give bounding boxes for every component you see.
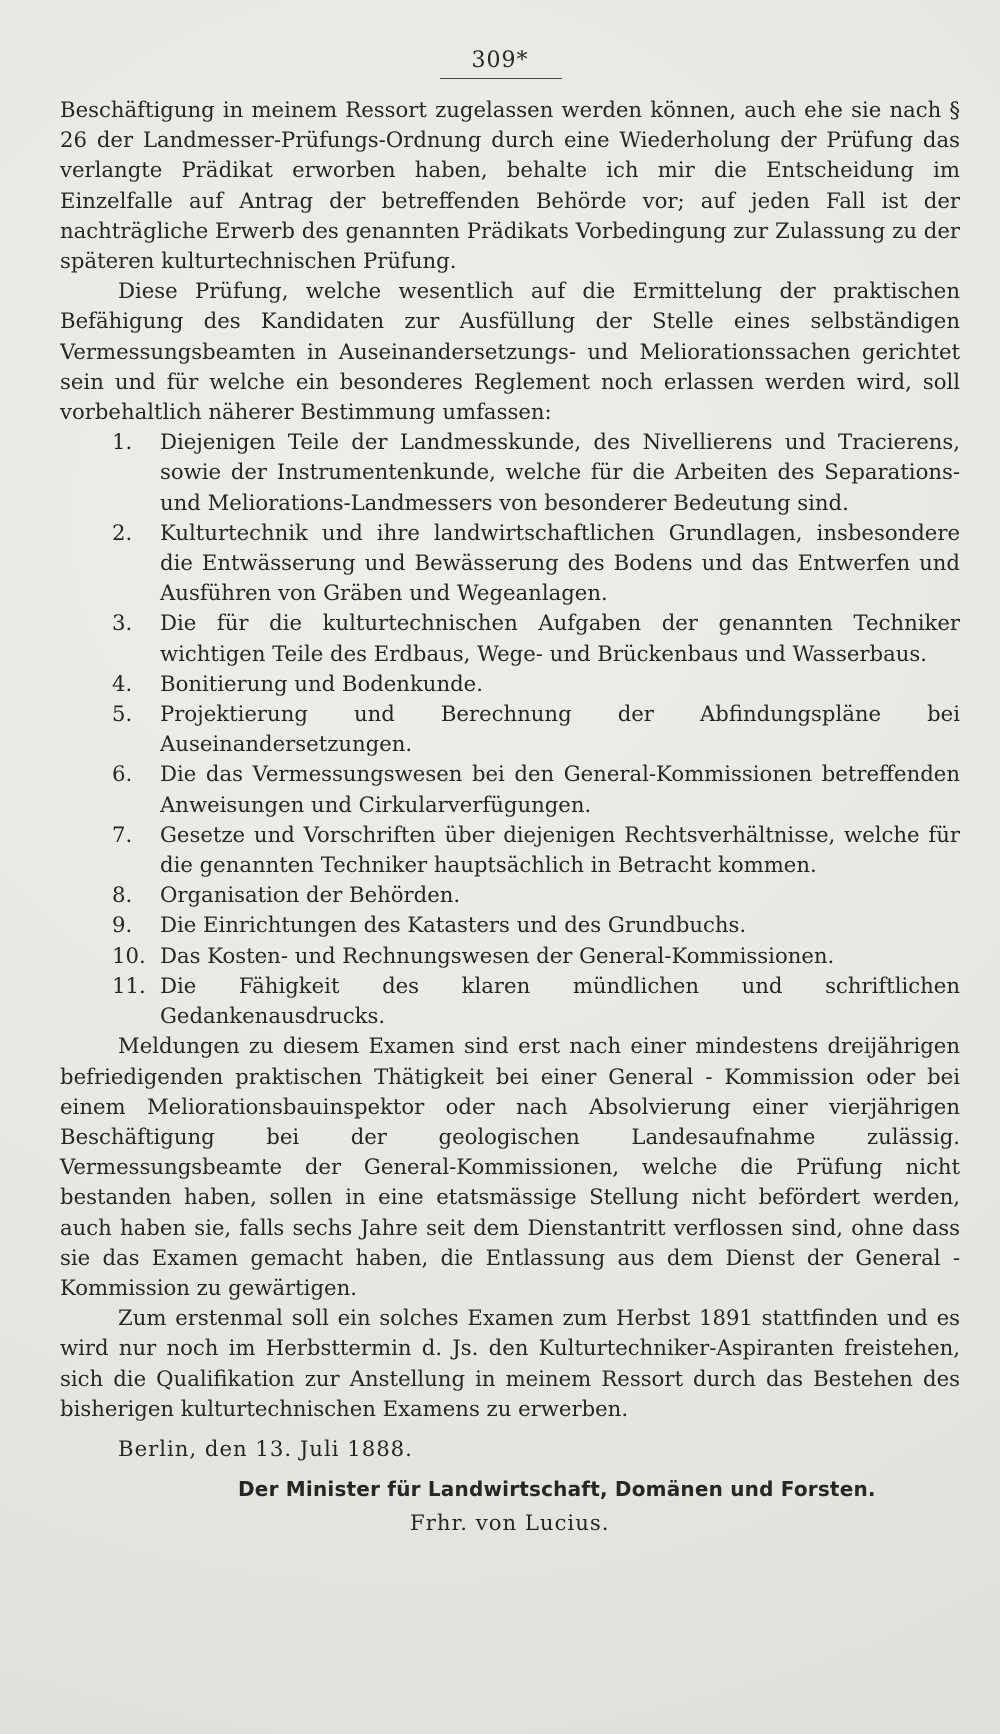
date-line: Berlin, den 13. Juli 1888.: [118, 1435, 413, 1461]
list-text: Gesetze und Vorschriften über diejenigen Rechtsverhältnisse, welche für die genannten Techniker hauptsächlich in Betracht kommen.: [160, 821, 960, 878]
paragraph-3: Meldungen zu diesem Examen sind erst nach einer mindestens dreijährigen befriedigenden praktischen Thätigkeit bei einer General - Kommission oder bei einem Meliorationsbauinspektor oder nach Absolvierung einer vierjährigen Beschäftigung bei der geologischen Landesaufnahme zulässig. Vermessungsbeamte der General-Kommissionen, welche die Prüfung nicht bestanden haben, sollen in eine etatsmässige Stellung nicht befördert werden, auch haben sie, falls sechs Jahre seit dem Dienstantritt verflossen sind, ohne dass sie das Examen gemacht haben, die Entlassung aus dem Dienst der General - Kommission zu gewärtigen.: [60, 1033, 960, 1300]
list-item: [60, 759, 960, 819]
exam-subject-list: [60, 427, 960, 1031]
list-number: 9.: [112, 912, 133, 938]
paragraph-2: Diese Prüfung, welche wesentlich auf die Ermittelung der praktischen Befähigung des Kandidaten zur Ausfüllung der Stelle eines selbständigen Vermessungsbeamten in Auseinandersetzungs- und Meliorationssachen gerichtet sein und für welche ein besonderes Reglement noch erlassen werden wird, soll vorbehaltlich näherer Bestimmung umfassen:: [60, 278, 960, 425]
list-text: Bonitierung und Bodenkunde.: [160, 670, 483, 696]
page-number-rule: [440, 78, 562, 79]
paragraph-4: Zum erstenmal soll ein solches Examen zum Herbst 1891 stattfinden und es wird nur noch im Herbsttermin d. Js. den Kulturtechniker-Aspiranten freistehen, sich die Qualifikation zur Anstellung in meinem Ressort durch das Bestehen des bisherigen kulturtechnischen Examens zu erwerben.: [60, 1305, 960, 1421]
page-number: 309*: [471, 48, 529, 73]
list-number: 2.: [112, 519, 133, 545]
list-text: Die Einrichtungen des Katasters und des Grundbuchs.: [160, 912, 747, 938]
list-item: [60, 820, 960, 880]
list-item: [60, 518, 960, 609]
list-text: Diejenigen Teile der Landmesskunde, des Nivellierens und Tracierens, sowie der Instrumentenkunde, welche für die Arbeiten des Separations- und Meliorations-Landmessers von besonderer Bedeutung sind.: [160, 429, 960, 515]
list-number: 10.: [112, 942, 146, 968]
list-number: 7.: [112, 821, 133, 847]
list-item: [60, 880, 960, 910]
list-item: [60, 699, 960, 759]
list-item: [60, 669, 960, 699]
list-text: Organisation der Behörden.: [160, 882, 461, 908]
list-text: Die Fähigkeit des klaren mündlichen und schriftlichen Gedankenausdrucks.: [160, 972, 960, 1029]
list-item: [60, 971, 960, 1031]
paragraph-1: Beschäftigung in meinem Ressort zugelassen werden können, auch ehe sie nach § 26 der Landmesser-Prüfungs-Ordnung durch eine Wiederholung der Prüfung das verlangte Prädikat erworben haben, behalte ich mir die Entscheidung im Einzelfalle auf Antrag der betreffenden Behörde vor; auf jeden Fall ist der nachträgliche Erwerb des genannten Prädikats Vorbedingung zur Zulassung zu der späteren kulturtechnischen Prüfung.: [60, 97, 960, 274]
list-text: Kulturtechnik und ihre landwirtschaftlichen Grundlagen, insbesondere die Entwässerung und Bewässerung des Bodens und das Entwerfen und Ausführen von Gräben und Wegeanlagen.: [160, 519, 960, 606]
list-text: Die das Vermessungswesen bei den General-Kommissionen betreffenden Anweisungen und Cirkularverfügungen.: [160, 761, 960, 817]
list-number: 5.: [112, 701, 133, 727]
list-item: [60, 427, 960, 518]
list-number: 1.: [112, 429, 133, 455]
list-item: [60, 910, 960, 940]
list-text: Die für die kulturtechnischen Aufgaben der genannten Techniker wichtigen Teile des Erdbaus, Wege- und Brückenbaus und Wasserbaus.: [160, 610, 960, 666]
list-item: [60, 941, 960, 971]
list-number: 6.: [112, 761, 133, 787]
text-body: [60, 95, 960, 1539]
list-number: 3.: [112, 610, 133, 636]
list-text: Projektierung und Berechnung der Abfindungspläne bei Auseinandersetzungen.: [160, 701, 960, 757]
list-number: 4.: [112, 670, 133, 696]
list-number: 8.: [112, 882, 133, 908]
list-number: 11.: [112, 972, 146, 998]
signature: Frhr. von Lucius.: [410, 1510, 610, 1536]
list-item: [60, 608, 960, 668]
issuing-authority: Der Minister für Landwirtschaft, Domänen und Forsten.: [238, 1477, 876, 1502]
list-text: Das Kosten- und Rechnungswesen der General-Kommissionen.: [160, 942, 835, 968]
